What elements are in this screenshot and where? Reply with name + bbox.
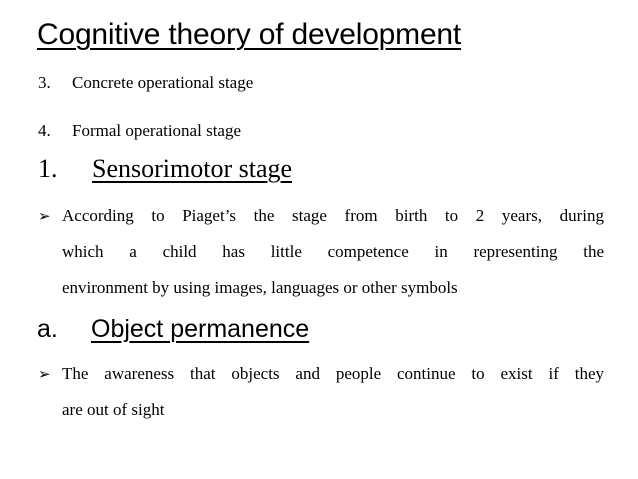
section-number: 1. [38,154,58,183]
section-heading-text: Sensorimotor stage [92,154,293,183]
list-item-concrete-operational [38,73,253,93]
arrow-bullet-icon: ➢ [38,207,51,225]
slide-title: Cognitive theory of development [37,18,462,51]
bullet-sensorimotor-definition [38,198,604,306]
list-item-number: 3. [38,73,51,92]
list-item-number: 4. [38,121,51,140]
bullet-line: The awareness that objects and people continue to exist if they [62,364,604,383]
bullet-line: According to Piaget’s the stage from birth to 2 years, during [62,206,604,225]
bullet-line: are out of sight [62,400,165,419]
arrow-bullet-icon: ➢ [38,365,51,383]
section-heading-text: Object permanence [91,315,310,343]
section-heading-sensorimotor [38,154,292,184]
bullet-object-permanence-definition [38,356,604,428]
section-heading-object-permanence [37,315,309,344]
bullet-line: environment by using images, languages or other symbols [62,278,458,297]
list-item-text: Concrete operational stage [72,73,254,92]
list-item-formal-operational [38,121,241,141]
bullet-line: which a child has little competence in representing the [62,242,604,261]
section-number: a. [37,315,58,343]
list-item-text: Formal operational stage [72,121,242,140]
